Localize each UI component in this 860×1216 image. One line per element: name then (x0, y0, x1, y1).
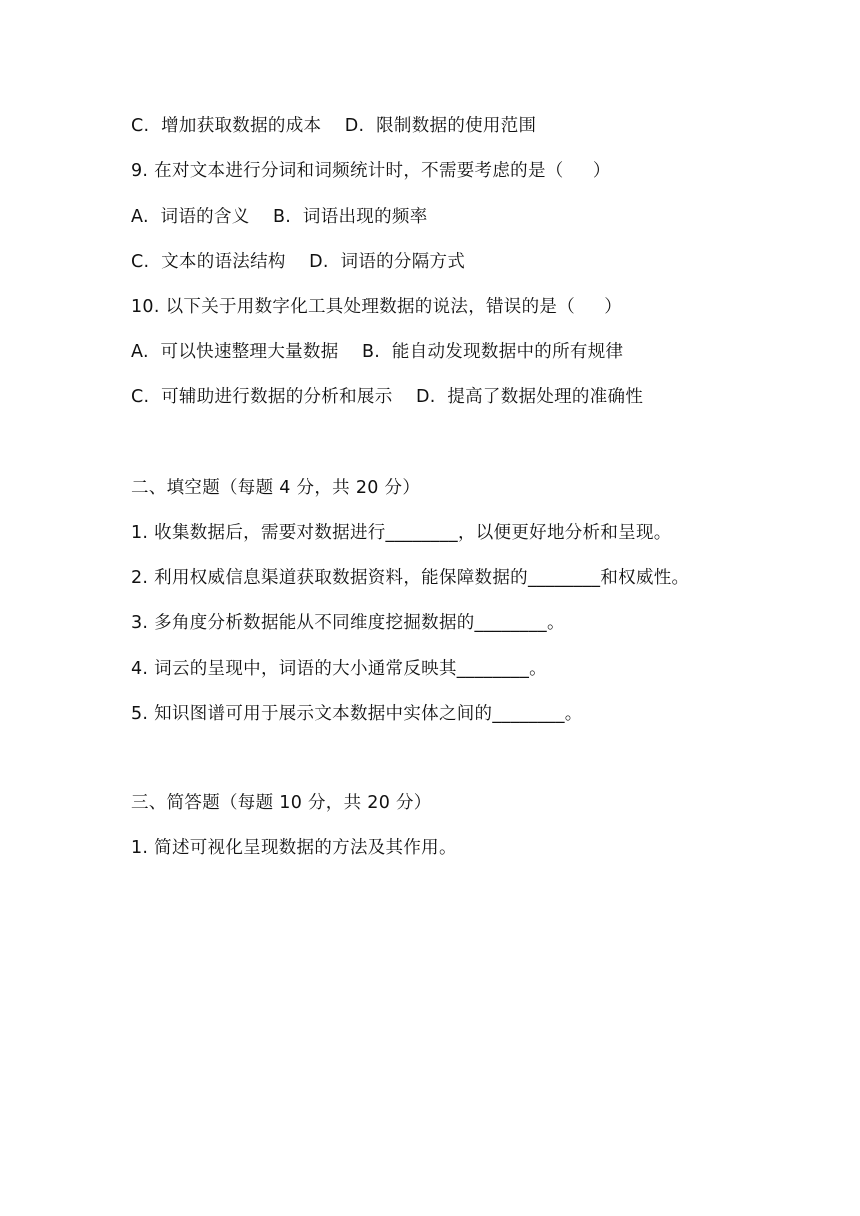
question-10-stem (131, 295, 622, 319)
short-answer-item-1 (131, 836, 457, 860)
fill-blank-text: 5. 知识图谱可用于展示文本数据中实体之间的________。 (131, 704, 583, 724)
short-answer-text: 1. 简述可视化呈现数据的方法及其作用。 (131, 838, 457, 858)
section-heading-text: 三、简答题（每题 10 分，共 20 分） (131, 793, 432, 813)
section-2-heading (131, 476, 420, 500)
question-9-options-cd (131, 250, 465, 274)
question-text: 9. 在对文本进行分词和词频统计时，不需要考虑的是（ ） (131, 161, 611, 181)
section-3-heading (131, 791, 432, 815)
section-heading-text: 二、填空题（每题 4 分，共 20 分） (131, 478, 421, 498)
fill-blank-text: 1. 收集数据后，需要对数据进行________，以便更好地分析和呈现。 (131, 523, 672, 543)
options-text: C. 可辅助进行数据的分析和展示 D. 提高了数据处理的准确性 (131, 387, 644, 407)
fill-blank-item-3 (131, 611, 565, 635)
options-text: A. 词语的含义 B. 词语出现的频率 (131, 207, 428, 227)
question-8-options-cd (131, 114, 536, 138)
fill-blank-item-1 (131, 521, 672, 545)
question-9-options-ab (131, 205, 428, 229)
fill-blank-item-4 (131, 657, 547, 681)
fill-blank-text: 3. 多角度分析数据能从不同维度挖掘数据的________。 (131, 613, 565, 633)
question-10-options-cd (131, 385, 643, 409)
question-text: 10. 以下关于用数字化工具处理数据的说法，错误的是（ ） (131, 297, 623, 317)
fill-blank-item-5 (131, 702, 583, 726)
options-text: C. 增加获取数据的成本 D. 限制数据的使用范围 (131, 116, 537, 136)
question-9-stem (131, 159, 611, 183)
fill-blank-text: 4. 词云的呈现中，词语的大小通常反映其________。 (131, 659, 547, 679)
fill-blank-text: 2. 利用权威信息渠道获取数据资料，能保障数据的________和权威性。 (131, 568, 690, 588)
options-text: C. 文本的语法结构 D. 词语的分隔方式 (131, 252, 466, 272)
options-text: A. 可以快速整理大量数据 B. 能自动发现数据中的所有规律 (131, 342, 624, 362)
fill-blank-item-2 (131, 566, 689, 590)
question-10-options-ab (131, 340, 623, 364)
